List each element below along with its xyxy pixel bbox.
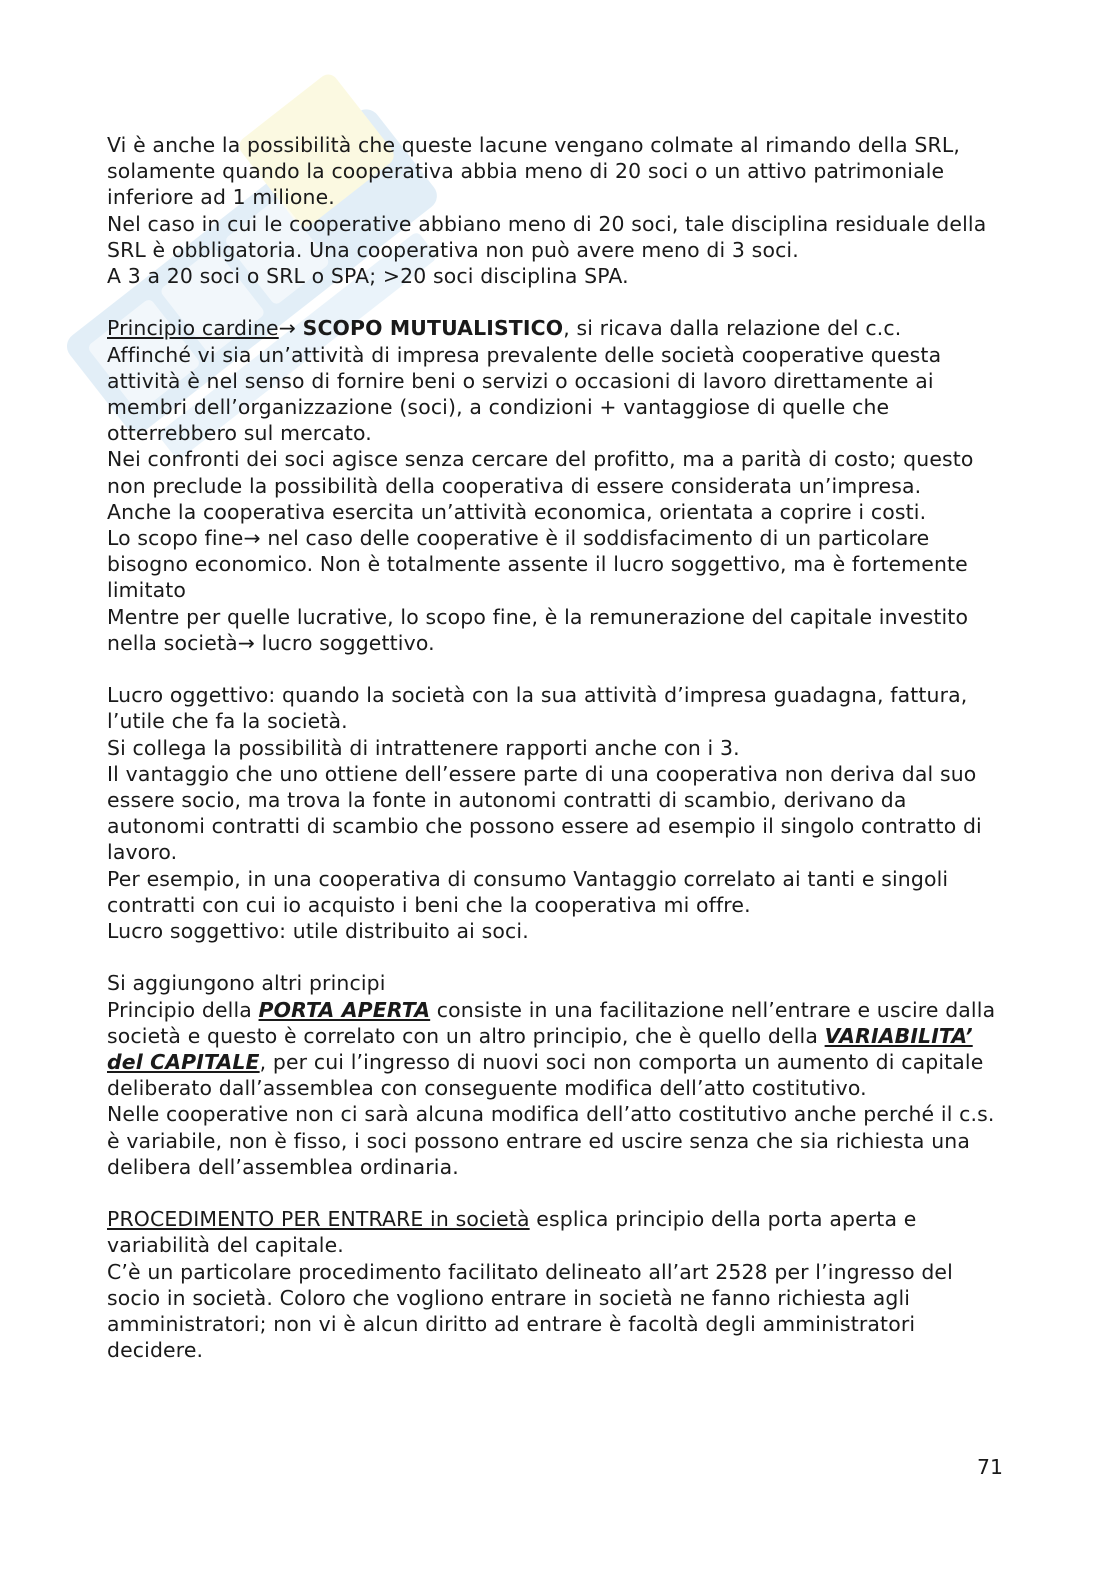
paragraph: A 3 a 20 soci o SRL o SPA; >20 soci disciplina SPA. <box>107 264 629 289</box>
arrow-icon: → <box>237 630 255 655</box>
paragraph: Nel caso in cui le cooperative abbiano meno di 20 soci, tale disciplina residuale della SRL è obbligatoria. Una cooperativa non può avere meno di 3 soci. <box>107 211 987 262</box>
underlined-label: PROCEDIMENTO PER ENTRARE in società <box>107 1207 530 1232</box>
paragraph: Per esempio, in una cooperativa di consumo Vantaggio correlato ai tanti e singoli contratti con cui io acquisto i beni che la cooperativa mi offre. <box>107 866 949 917</box>
paragraph: Si collega la possibilità di intrattenere rapporti anche con i 3. <box>107 735 740 760</box>
text-span: , si ricava dalla relazione del c.c. <box>563 316 902 341</box>
emphasized-term: PORTA APERTA <box>258 997 431 1022</box>
text-span: nel caso delle cooperative è il soddisfacimento di un particolare bisogno economico. Non è totalmente assente il lucro soggettivo, ma è fortemente limitato <box>107 526 968 603</box>
text-span: Principio della <box>107 997 259 1022</box>
paragraph: Anche la cooperativa esercita un’attività economica, orientata a coprire i costi. <box>107 499 927 524</box>
arrow-icon: → <box>243 526 261 551</box>
text-span: lucro soggettivo. <box>255 630 435 655</box>
text-span: Lo scopo fine <box>107 526 244 551</box>
document-body <box>107 132 1007 1363</box>
paragraph-procedimento <box>107 1206 1007 1258</box>
text-span: Mentre per quelle lucrative, lo scopo fine, è la remunerazione del capitale investito nella società <box>107 604 969 655</box>
paragraph: Nelle cooperative non ci sarà alcuna modifica dell’atto costitutivo anche perché il c.s. è variabile, non è fisso, i soci possono entrare ed uscire senza che sia richiesta una delibera dell’assemblea ordinaria. <box>107 1102 995 1179</box>
text-span: consiste in una facilitazione nell’entrare e uscire dalla società e questo è correlato con un altro principio, che è quello della <box>107 997 996 1048</box>
paragraph: Nei confronti dei soci agisce senza cercare del profitto, ma a parità di costo; questo non preclude la possibilità della cooperativa di essere considerata un’impresa. <box>107 447 974 498</box>
paragraph: Lucro soggettivo: utile distribuito ai soci. <box>107 919 529 944</box>
paragraph: Il vantaggio che uno ottiene dell’essere parte di una cooperativa non deriva dal suo essere socio, ma trova la fonte in autonomi contratti di scambio, derivano da autonomi contratti di scambio che possono essere ad esempio il singolo contratto di lavoro. <box>107 761 982 865</box>
paragraph: Si aggiungono altri principi <box>107 971 386 996</box>
paragraph-principio-cardine <box>107 315 1007 341</box>
paragraph: Vi è anche la possibilità che queste lacune vengano colmate al rimando della SRL, solamente quando la cooperativa abbia meno di 20 soci o un attivo patrimoniale inferiore ad 1 milione. <box>107 133 960 210</box>
underlined-label: Principio cardine <box>107 316 279 341</box>
page-number: 71 <box>977 1455 1003 1479</box>
paragraph <box>107 525 1007 604</box>
paragraph <box>107 604 1007 656</box>
bold-term: SCOPO MUTUALISTICO <box>302 316 564 341</box>
text-span: , per cui l’ingresso di nuovi soci non comporta un aumento di capitale deliberato dall’assemblea con conseguente modifica dell’atto costitutivo. <box>107 1050 984 1101</box>
paragraph-porta-aperta <box>107 997 1007 1102</box>
emphasized-term: VARIABILITA’ del CAPITALE <box>107 1023 973 1075</box>
paragraph: C’è un particolare procedimento facilitato delineato all’art 2528 per l’ingresso del socio in società. Coloro che vogliono entrare in società ne fanno richiesta agli amministratori; non vi è alcun diritto ad entrare è facoltà degli amministratori decidere. <box>107 1259 953 1363</box>
text-span: esplica principio della porta aperta e variabilità del capitale. <box>107 1207 917 1258</box>
paragraph: Lucro oggettivo: quando la società con la sua attività d’impresa guadagna, fattura, l’utile che fa la società. <box>107 683 968 734</box>
paragraph: Affinché vi sia un’attività di impresa prevalente delle società cooperative questa attività è nel senso di fornire beni o servizi o occasioni di lavoro direttamente ai membri dell’organizzazione (soci), a condizioni + vantaggiose di quelle che otterrebbero sul mercato. <box>107 342 942 446</box>
arrow-icon: → <box>278 316 296 341</box>
